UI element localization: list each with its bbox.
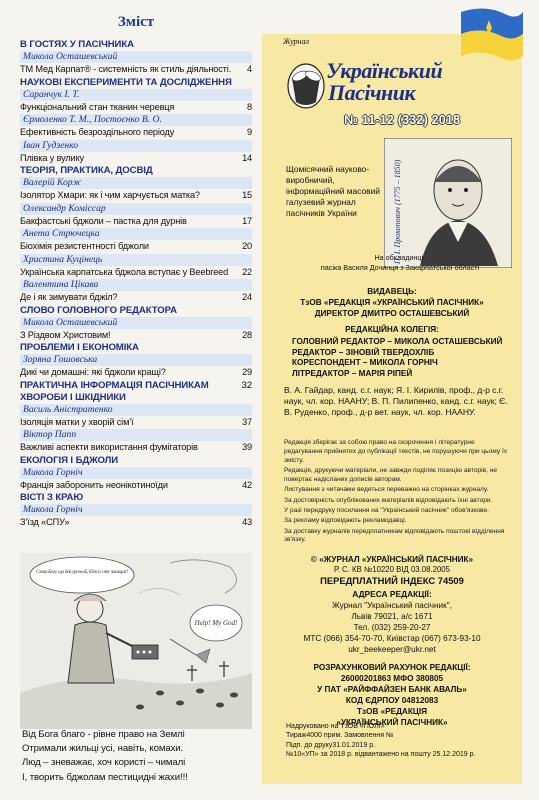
toc-page-number: 42 [242, 479, 252, 490]
toc-section-heading: ПРОБЛЕМИ І ЕКОНОМІКА [20, 342, 139, 353]
toc-page-number: 22 [242, 266, 252, 277]
toc-page-number: 15 [242, 190, 252, 200]
toc-article-title: Де і як зимувати бджіл? [20, 292, 118, 302]
toc-page-number: 24 [242, 292, 252, 302]
portrait-engraving [384, 138, 512, 268]
journal-title [326, 60, 442, 104]
toc-author: Валентина Цікава [20, 279, 252, 291]
print-info [286, 722, 512, 760]
registration-certificate: Р. С. КВ №10220 ВІД 03.08.2005 [334, 565, 450, 574]
toc-article[interactable] [20, 215, 252, 229]
cover-note-line: пасіка Василя Дочинця з Закарпатської області [320, 263, 480, 272]
toc-page-number: 28 [242, 329, 252, 340]
toc-page-number: 32 [241, 379, 252, 391]
editorial-notes [284, 439, 510, 547]
toc-article[interactable] [20, 63, 252, 77]
toc-article-title: Біохімія резистентності бджоли [20, 241, 149, 251]
cover-note-line: На обкладинці- [374, 253, 426, 262]
toc-author: Іван Гудзенко [20, 140, 252, 152]
toc-section-heading: ТЕОРІЯ, ПРАКТИКА, ДОСВІД [20, 165, 153, 176]
poem [22, 728, 262, 785]
toc-article[interactable] [20, 416, 252, 430]
toc-article-title: Важливі аспекти використання фумігаторів [20, 442, 198, 452]
note: За рекламу відповідають рекламодавці. [284, 517, 407, 525]
toc-section-heading [20, 380, 252, 392]
print-line: №10«УП» за 2018 р. відвантажено на пошту 25.12.2019 р. [286, 751, 476, 759]
poem-line: І, творить бджолам пестицидні жахи!!! [22, 771, 188, 783]
toc-section-heading: НАУКОВІ ЕКСПЕРИМЕНТИ ТА ДОСЛІДЖЕННЯ [20, 76, 232, 88]
toc-page-number: 8 [247, 101, 252, 112]
board-members: В. А. Гайдар, канд. с.г. наук; Я. І. Кирилів, проф., д-р с.г. наук, чл. кор. НААНУ; В. П. Пилипенко, канд. с.г. наук; Є. В. Руденко, проф., д-р вет. наук, чл. кор. НААНУ. [284, 385, 508, 417]
print-line: Тираж4000 прим. Замовлення № [286, 732, 394, 740]
toc-article-title: Плівка у вулику [20, 152, 84, 163]
issue-number: № 11-12 (332) 2018 [344, 113, 461, 127]
toc-section-heading: В ГОСТЯХ У ПАСІЧНИКА [20, 39, 134, 50]
bank-details [272, 662, 512, 728]
toc-section-heading: ВІСТІ З КРАЮ [20, 492, 84, 503]
board-line: ГОЛОВНИЙ РЕДАКТОР – МИКОЛА ОСТАШЕВСЬКИЙ [292, 337, 503, 346]
note: За доставку журналів передплатникам відповідають поштові відділення зв'язку. [284, 527, 505, 544]
print-line: Надруковано на ТзОВ «ПОЛІ» [286, 723, 385, 730]
bank-line: КОД ЄДРПОУ 04812083 [345, 696, 439, 705]
toc-page-number: 29 [242, 367, 252, 377]
toc-article[interactable] [20, 266, 252, 280]
toc-author: Василь Аністратенко [20, 404, 252, 416]
bubble-right-text: Help! My God! [194, 619, 238, 627]
note: За достовірність опублікованих матеріалів відповідають їхні автори. [284, 496, 493, 504]
toc-article[interactable] [20, 189, 252, 203]
toc-author: Христина Куцінець [20, 254, 252, 266]
toc-author: Микола Осташевський [20, 317, 252, 329]
note: Редакція зберігає за собою право на скорочення і літературне редагування прийнятих до публікації текстів, не порушуючи при цьому їх змісту. [284, 439, 508, 464]
editorial-board-title: РЕДАКЦІЙНА КОЛЕГІЯ: [345, 325, 439, 334]
note: Листування з читачами ведеться переважно на сторінках журналу. [284, 486, 489, 494]
toc-article-title: Бакфастські бджоли – пастка для дурнів [20, 215, 187, 226]
toc-page-number: 17 [242, 215, 252, 226]
toc-article-title: Ізолятор Хмари: як і чим харчується матка? [20, 190, 200, 200]
poem-line: Отримали жильці усі, навіть, комахи. [22, 743, 184, 755]
board-line: ЛІТРЕДАКТОР – МАРІЯ РІПЕЙ [292, 368, 413, 378]
board-line: КОРЕСПОНДЕНТ – МИКОЛА ГОРНІЧ [292, 358, 438, 368]
toc-page-number: 20 [242, 241, 252, 251]
poem-line: Від Бога благо - рівне право на Землі [22, 729, 185, 740]
email-link[interactable]: ukr_beekeeper@ukr.net [348, 645, 436, 654]
table-of-contents [20, 14, 252, 530]
toc-article-title: Франція заборонить неонікотиноїди [20, 479, 168, 490]
toc-article-title: З Різдвом Христовим! [20, 329, 111, 340]
note: Редакція, друкуючи матеріали, не завжди поділяє позицію авторів, не повертає надісланих дописів авторам. [284, 467, 498, 484]
toc-article[interactable] [20, 240, 252, 254]
toc-article[interactable] [20, 152, 252, 166]
toc-article[interactable] [20, 366, 252, 380]
portrait-caption: П. І. Прокопович (1775 – 1850) [393, 159, 402, 264]
beekeeper-emblem-icon [282, 58, 330, 112]
toc-article-title: Українська карпатська бджола вступає у Beebreed [20, 266, 229, 277]
bank-line: У ПАТ «РАЙФФАЙЗЕН БАНК АВАЛЬ» [317, 685, 467, 694]
toc-article[interactable] [20, 441, 252, 455]
address-title: АДРЕСА РЕДАКЦІЇ: [352, 589, 432, 599]
bubble-left-text: Слава Богу, що дав урожай, бджіл і нас захищає! [36, 570, 128, 575]
toc-author: Саранчук І. Т. [20, 89, 252, 101]
toc-page-number: 43 [242, 517, 252, 527]
bank-line: «УКРАЇНСЬКИЙ ПАСІЧНИК» [336, 718, 448, 727]
toc-author: Олександр Комісcap [20, 203, 252, 215]
bank-line: 26000201863 МФО 380805 [340, 674, 444, 683]
poem-line: Люд – зневажає, хоч користі – чималі [22, 757, 186, 769]
toc-author: Анета Стрючецка [20, 228, 252, 240]
toc-author: Зоряна Гошовська [20, 354, 252, 366]
toc-article-title: Дикі чи домашні: які бджоли кращі? [20, 367, 166, 377]
board-line: РЕДАКТОР – ЗІНОВІЙ ТВЕРДОХЛІБ [292, 347, 435, 357]
cartoon-illustration [20, 553, 252, 729]
bank-line: ТзОВ «РЕДАКЦІЯ [357, 707, 427, 716]
print-line: Підп. до друку31.01.2019 р. [286, 741, 376, 749]
address-line: МТС (066) 354-70-70, Київстар (067) 673-93-10 [303, 634, 481, 643]
ukraine-flag-icon [455, 4, 525, 70]
editorial-board [292, 337, 512, 379]
toc-article[interactable] [20, 329, 252, 343]
toc-page-number: 4 [247, 64, 252, 74]
toc-article-title: Функціональний стан тканин черевця [20, 101, 175, 112]
toc-author: Єрмоленко Т. М., Постоєнко В. О. [20, 114, 252, 126]
toc-author: Микола Горніч [20, 467, 252, 479]
toc-article[interactable] [20, 101, 252, 115]
toc-section-heading: СЛОВО ГОЛОВНОГО РЕДАКТОРА [20, 304, 177, 316]
publisher-label: ВИДАВЕЦЬ: [367, 287, 417, 296]
journal-title-line2: Пасічник [328, 80, 416, 105]
publisher-name: ТзОВ «РЕДАКЦІЯ «УКРАЇНСЬКИЙ ПАСІЧНИК» [300, 298, 484, 307]
toc-list [20, 39, 252, 530]
toc-author: Микола Горніч [20, 504, 252, 516]
toc-article-title: ТМ Мед Карпат® - системність як стиль діяльності. [20, 64, 232, 74]
toc-article[interactable] [20, 126, 252, 140]
journal-description: Щомісячний науково-виробничий, інформаційний масовий галузевий журнал пасічників України [286, 164, 380, 218]
toc-article-title: Ізоляція матки у хворій сім’ї [20, 416, 134, 427]
toc-article-title: З’їзд «СПУ» [20, 517, 70, 527]
toc-page-number: 9 [247, 127, 252, 137]
publisher-block [272, 286, 512, 308]
copyright: © «ЖУРНАЛ «УКРАЇНСЬКИЙ ПАСІЧНИК» [310, 555, 474, 564]
toc-author: Віктор Папп [20, 429, 252, 441]
bank-line: РОЗРАХУНКОВИЙ РАХУНОК РЕДАКЦІЇ: [313, 663, 471, 672]
toc-title: Зміст [117, 14, 155, 30]
toc-article[interactable] [20, 291, 252, 305]
toc-section-label: ПРАКТИЧНА ІНФОРМАЦІЯ ПАСІЧНИКАМ [20, 379, 209, 391]
toc-article[interactable] [20, 516, 252, 530]
toc-page-number: 39 [242, 442, 252, 452]
address-line: Львів 79021, а/с 1671 [351, 612, 433, 621]
toc-section-heading: ЕКОЛОГІЯ І БДЖОЛИ [20, 454, 119, 466]
subscription-index: ПЕРЕДПЛАТНИЙ ІНДЕКС 74509 [320, 575, 464, 586]
address-line: Тел. (032) 259-20-27 [353, 623, 431, 632]
journal-label: Журнал [283, 37, 309, 46]
note: У разі передруку посилання на "Український пасічник" обов'язкове. [284, 506, 489, 514]
toc-author: Валерій Корж [20, 177, 252, 189]
toc-page-number: 37 [242, 416, 252, 427]
director: ДИРЕКТОР ДМИТРО ОСТАШЕВСЬКИЙ [314, 309, 470, 318]
toc-section-heading: ХВОРОБИ І ШКІДНИКИ [20, 391, 126, 403]
toc-article[interactable] [20, 479, 252, 493]
toc-article-title: Ефективність безроздільного періоду [20, 127, 175, 137]
toc-author: Микола Осташевський [20, 51, 252, 63]
toc-page-number: 14 [242, 152, 252, 163]
journal-title-line1: Український [326, 58, 443, 83]
cover-note [300, 253, 500, 273]
address-block [272, 600, 512, 655]
address-line: Журнал "Український пасічник", [332, 601, 452, 610]
